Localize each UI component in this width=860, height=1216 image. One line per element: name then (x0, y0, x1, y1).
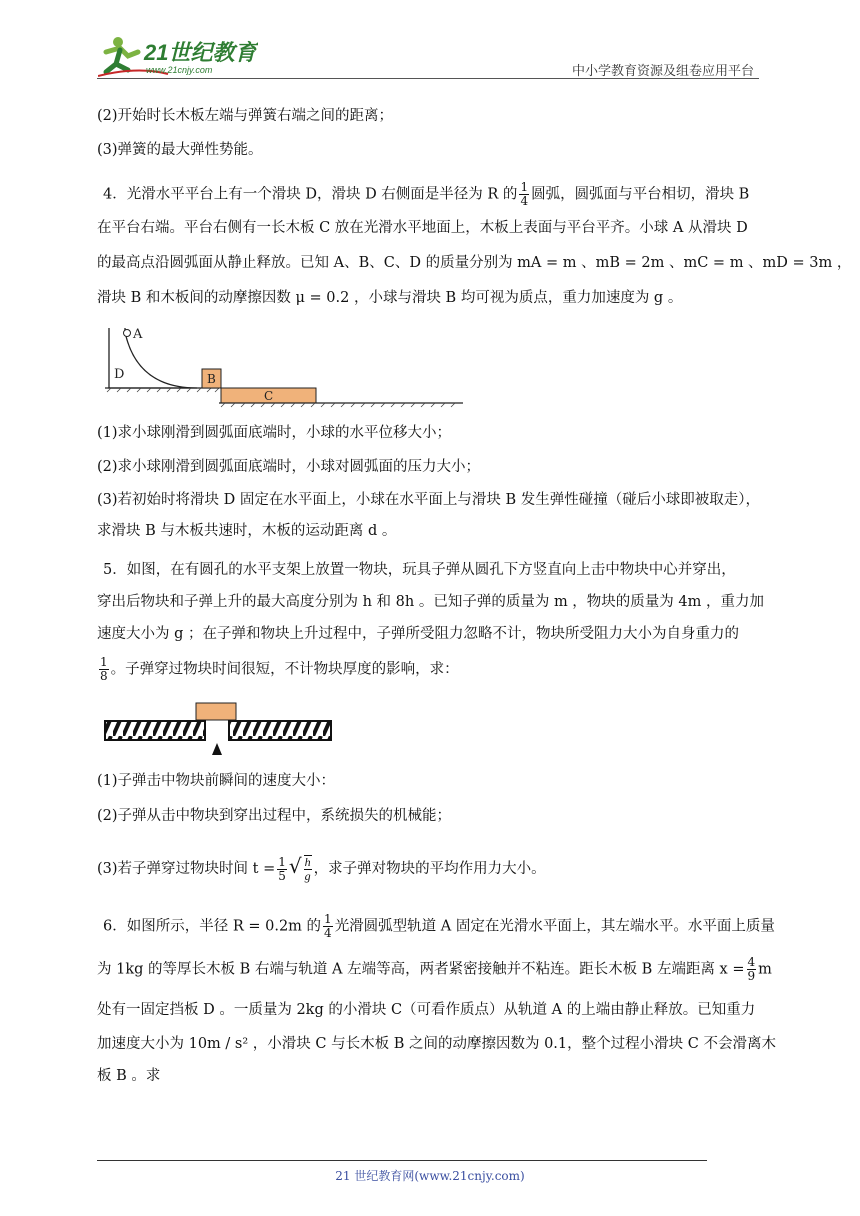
q5-figure (103, 700, 335, 758)
q4-part3a: (3)若初始时将滑块 D 固定在水平面上，小球在水平面上与滑块 B 发生弹性碰撞（碰后小球即被取走）， (97, 492, 761, 508)
footer-text: 21 世纪教育网(www.21cnjy.com) (335, 1169, 525, 1183)
q6-x-fraction: $\frac{4}{9}$ (747, 955, 756, 983)
q5-part1: (1)子弹击中物块前瞬间的速度大小： (97, 773, 336, 789)
q4-figure (97, 322, 467, 410)
header-divider (97, 78, 759, 79)
site-logo (98, 36, 258, 76)
q4-line4: 滑块 B 和木板间的动摩擦因数 μ = 0.2 ，小球与滑块 B 均可视为质点，重力加速度为 g 。 (97, 290, 683, 306)
q4-line3: 的最高点沿圆弧面从静止释放。已知 A、B、C、D 的质量分别为 mA = m 、mB = 2m 、mC = m 、mD = 3m ， (97, 255, 852, 271)
q4-line1: 4．光滑水平平台上有一个滑块 D，滑块 D 右侧面是半径为 R 的 $\frac{1}{4}$ 圆弧，圆弧面与平台相切，滑块 B (103, 180, 750, 208)
support-left (105, 721, 205, 740)
q5-part3: (3)若子弹穿过物块时间 t = $\frac{1}{5}$ √ $\frac{h}{g}$ ，求子弹对物块的平均作用力大小。 (97, 854, 546, 883)
q3-part3: (3)弹簧的最大弹性势能。 (97, 142, 263, 158)
q5-line1: 5．如图，在有圆孔的水平支架上放置一物块，玩具子弹从圆孔下方竖直向上击中物块中心并穿出， (103, 562, 736, 578)
q5-fraction: $\frac{1}{8}$ (100, 655, 108, 683)
q4-part1: (1)求小球刚滑到圆弧面底端时，小球的水平位移大小； (97, 425, 452, 441)
platform-name: 中小学教育资源及组卷应用平台 (572, 63, 755, 78)
q6-line4: 加速度大小为 10m / s² ，小滑块 C 与长木板 B 之间的动摩擦因数为 0.1，整个过程小滑块 C 不会滑离木 (97, 1036, 776, 1052)
block (196, 703, 236, 720)
q5-sqrt-fraction: $\frac{h}{g}$ (304, 855, 311, 883)
svg-text:www.21cnjy.com: www.21cnjy.com (146, 65, 213, 75)
support-right (229, 721, 331, 740)
q4-line2: 在平台右端。平台右侧有一长木板 C 放在光滑水平地面上，木板上表面与平台平齐。小球 A 从滑块 D (97, 220, 748, 236)
q5-line3: 速度大小为 g ；在子弹和物块上升过程中，子弹所受阻力忽略不计，物块所受阻力大小为自身重力的 (97, 626, 739, 642)
q6-fraction: $\frac{1}{4}$ (324, 912, 332, 940)
q6-line2: 为 1kg 的等厚长木板 B 右端与轨道 A 左端等高，两者紧密接触并不粘连。距长木板 B 左端距离 x = $\frac{4}{9}$ m (97, 955, 772, 983)
label-d: D (114, 367, 125, 382)
q6-line3: 处有一固定挡板 D 。一质量为 2kg 的小滑块 C（可看作质点）从轨道 A 的上端由静止释放。已知重力 (97, 1002, 756, 1018)
q4-fraction: $\frac{1}{4}$ (520, 180, 529, 208)
q5-part2: (2)子弹从击中物块到穿出过程中，系统损失的机械能； (97, 808, 452, 824)
q5-line4: $\frac{1}{8}$ 。子弹穿过物块时间很短，不计物块厚度的影响，求： (100, 655, 459, 683)
q4-part3b: 求滑块 B 与木板共速时，木板的运动距离 d 。 (97, 523, 397, 539)
q6-line1: 6．如图所示，半径 R = 0.2m 的 $\frac{1}{4}$ 光滑圆弧型轨道 A 固定在光滑水平面上，其左端水平。水平面上质量 (103, 912, 775, 940)
footer-divider (97, 1160, 707, 1161)
label-b: B (207, 372, 216, 386)
q4-part2: (2)求小球刚滑到圆弧面底端时，小球对圆弧面的压力大小； (97, 459, 481, 475)
q5-line2: 穿出后物块和子弹上升的最大高度分别为 h 和 8h 。已知子弹的质量为 m ，物块的质量为 4m ，重力加 (97, 594, 764, 610)
bullet (212, 743, 222, 755)
label-a: A (133, 327, 143, 342)
ball-a (124, 330, 131, 337)
svg-text:21世纪教育: 21世纪教育 (144, 40, 257, 65)
q6-line5: 板 B 。求 (97, 1068, 161, 1084)
q5-time-fraction: $\frac{1}{5}$ (278, 854, 286, 883)
label-c: C (264, 389, 274, 403)
q3-part2: (2)开始时长木板左端与弹簧右端之间的距离； (97, 108, 394, 124)
